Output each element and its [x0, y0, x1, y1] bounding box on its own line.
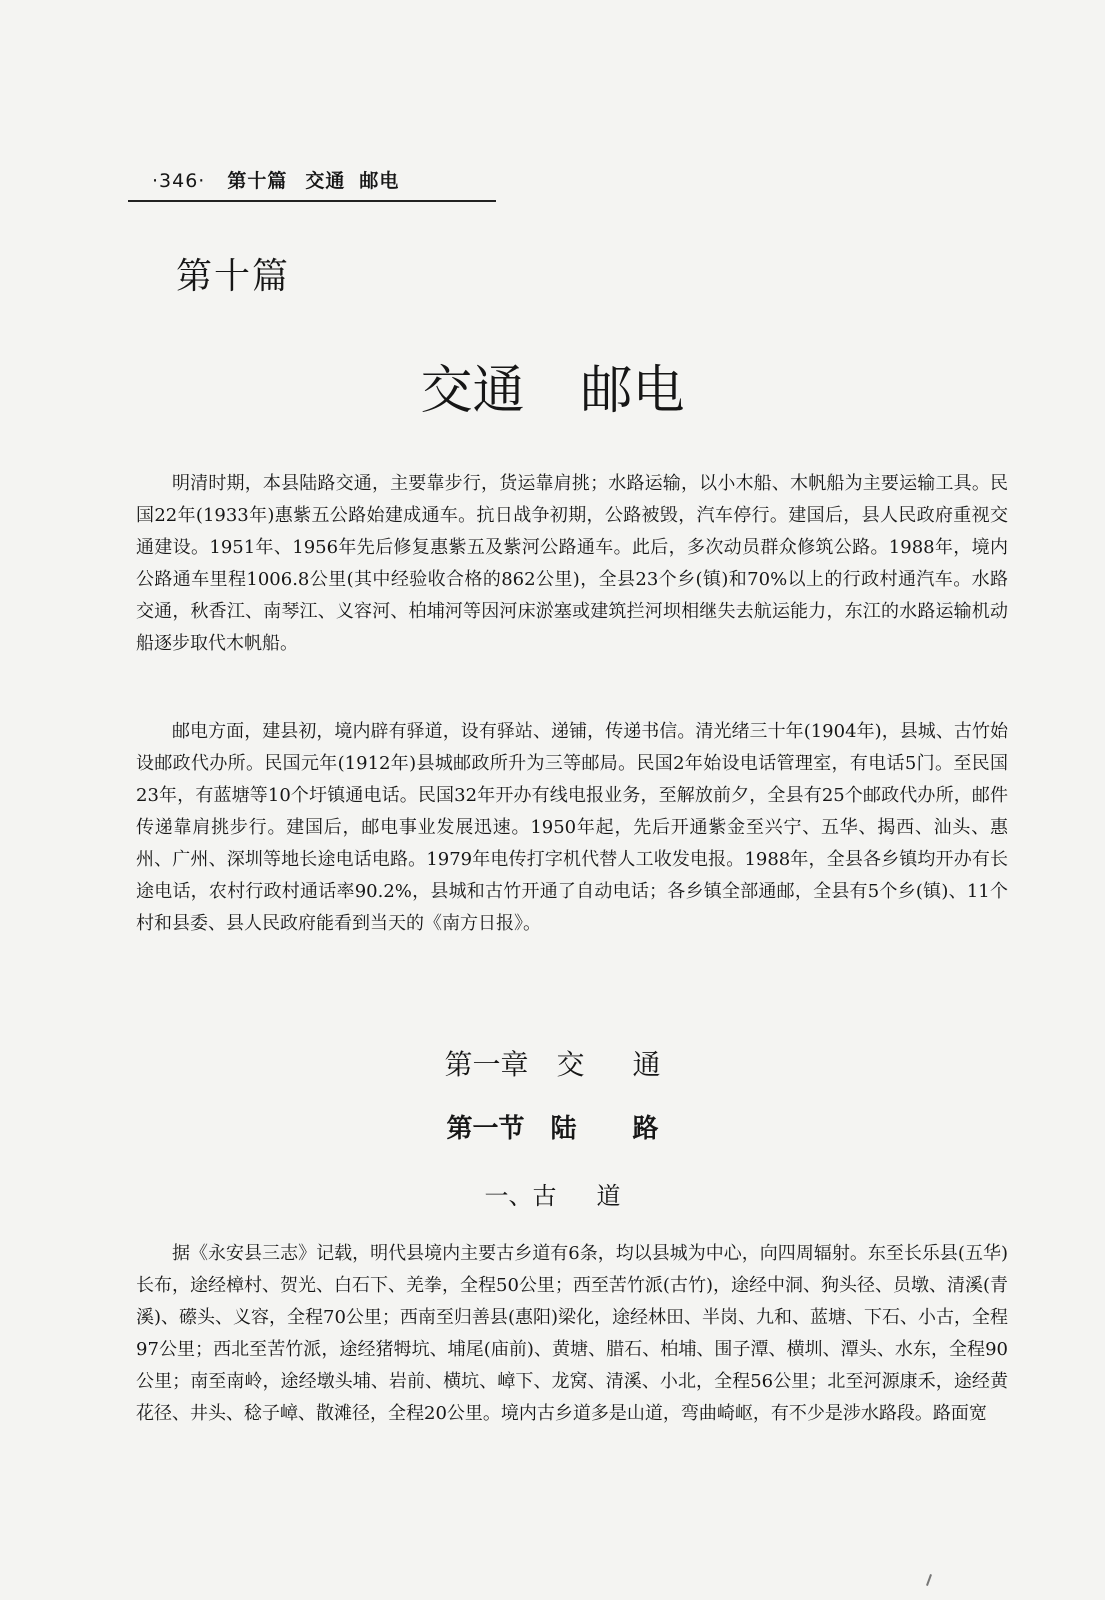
chapter-title [0, 1043, 1105, 1083]
part-title-word-2: 邮电 [580, 361, 685, 421]
section-title-char-2: 路 [632, 1114, 659, 1144]
part-title [0, 348, 1105, 423]
chapter-number: 第一章 [444, 1048, 529, 1081]
running-header [152, 166, 399, 193]
scan-mark [926, 1574, 932, 1586]
subsection-title-part-2: 道 [596, 1182, 621, 1210]
running-header-title-2: 邮电 [359, 170, 400, 192]
chapter-title-char-1: 交 [556, 1048, 585, 1081]
intro-paragraph-2: 邮电方面，建县初，境内辟有驿道，设有驿站、递铺，传递书信。清光绪三十年(1904年)，县城、古竹始设邮政代办所。民国元年(1912年)县城邮政所升为三等邮局。民国2年始设电话管理室，有电话5门。至民国23年，有蓝塘等10个圩镇通电话。民国32年开办有线电报业务，至解放前夕，全县有25个邮政代办所，邮件传递靠肩挑步行。建国后，邮电事业发展迅速。1950年起，先后开通紫金至兴宁、五华、揭西、汕头、惠州、广州、深圳等地长途电话电路。1979年电传打字机代替人工收发电报。1988年，全县各乡镇均开办有长途电话，农村行政村通话率90.2%，县城和古竹开通了自动电话；各乡镇全部通邮，全县有5个乡(镇)、11个村和县委、县人民政府能看到当天的《南方日报》。 [136, 721, 1008, 934]
subsection-title-part-1: 一、古 [484, 1182, 557, 1210]
section-number: 第一节 [446, 1114, 525, 1144]
running-header-title-1: 交通 [305, 170, 346, 192]
part-title-word-1: 交通 [420, 361, 525, 421]
page-number: ·346· [152, 170, 206, 192]
section-title [0, 1108, 1105, 1145]
intro-paragraph-1: 明清时期，本县陆路交通，主要靠步行，货运靠肩挑；水路运输，以小木船、木帆船为主要运输工具。民国22年(1933年)惠紫五公路始建成通车。抗日战争初期，公路被毁，汽车停行。建国后，县人民政府重视交通建设。1951年、1956年先后修复惠紫五及紫河公路通车。此后，多次动员群众修筑公路。1988年，境内公路通车里程1006.8公里(其中经验收合格的862公里)，全县23个乡(镇)和70%以上的行政村通汽车。水路交通，秋香江、南琴江、义容河、柏埔河等因河床淤塞或建筑拦河坝相继失去航运能力，东江的水路运输机动船逐步取代木帆船。 [136, 473, 1008, 654]
part-number: 第十篇 [176, 256, 291, 297]
body-paragraph-1: 据《永安县三志》记载，明代县境内主要古乡道有6条，均以县城为中心，向四周辐射。东至长乐县(五华)长布，途经樟村、贺光、白石下、羌拳，全程50公里；西至苦竹派(古竹)，途经中洞、狗头径、员墩、清溪(青溪)、礤头、义容，全程70公里；西南至归善县(惠阳)梁化，途经林田、半岗、九和、蓝塘、下石、小古，全程97公里；西北至苦竹派，途经猪牳坑、埔尾(庙前)、黄塘、腊石、柏埔、围子潭、横圳、潭头、水东，全程90公里；南至南岭，途经墩头埔、岩前、横坑、嶂下、龙窝、清溪、小北，全程56公里；北至河源康禾，途经黄花径、井头、稔子嶂、散滩径，全程20公里。境内古乡道多是山道，弯曲崎岖，有不少是涉水路段。路面宽 [136, 1243, 1008, 1424]
chapter-title-char-2: 通 [632, 1048, 661, 1081]
running-header-part: 第十篇 [227, 170, 288, 192]
subsection-title [0, 1176, 1105, 1211]
section-title-char-1: 陆 [550, 1114, 577, 1144]
header-rule [128, 200, 496, 202]
